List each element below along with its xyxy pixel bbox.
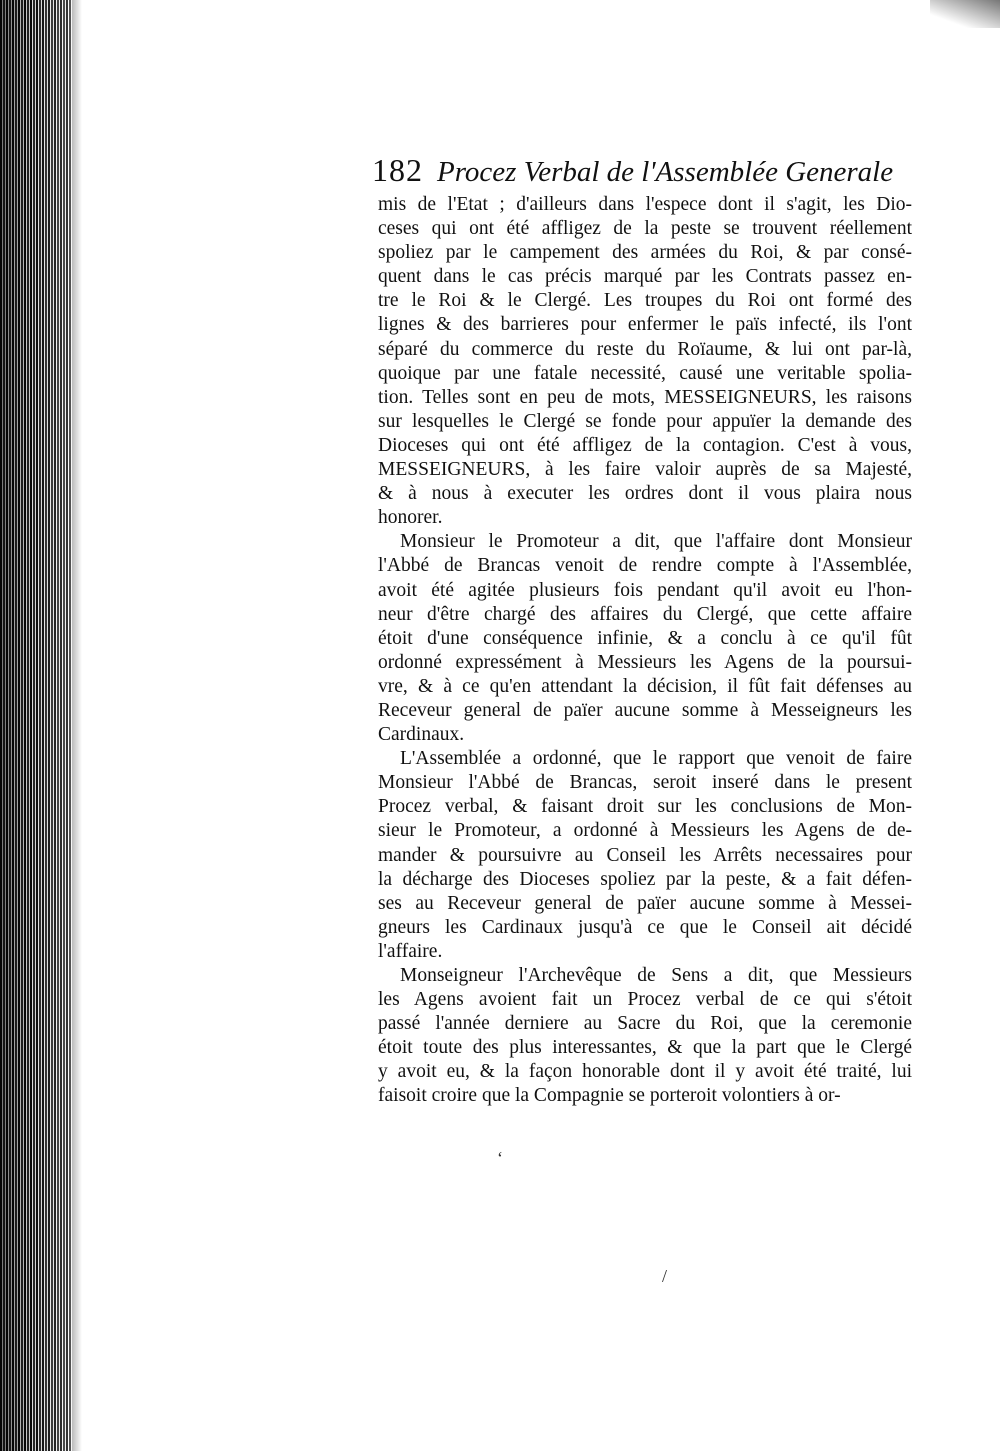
text-line: tion. Telles sont en peu de mots, MESSEIGNEURS, les raisons bbox=[378, 386, 912, 408]
paragraph bbox=[378, 747, 912, 964]
text-line: Monseigneur l'Archevêque de Sens a dit, que Messieurs bbox=[400, 965, 912, 986]
paragraph bbox=[378, 530, 912, 747]
text-line: ses au Receveur general de païer aucune somme à Messei- bbox=[378, 892, 912, 914]
text-line: étoit toute des plus interessantes, & que la part que le Clergé bbox=[378, 1037, 912, 1059]
text-line: faisoit croire que la Compagnie se porteroit volontiers à or- bbox=[378, 1085, 841, 1107]
text-line: MESSEIGNEURS, à les faire valoir auprès de sa Majesté, bbox=[378, 459, 912, 481]
text-line: l'affaire. bbox=[378, 940, 443, 962]
text-line: lignes & des barrieres pour enfermer le païs infecté, ils l'ont bbox=[378, 314, 912, 336]
text-line: quent dans le cas précis marqué par les Contrats passez en- bbox=[378, 266, 912, 288]
text-line: Cardinaux. bbox=[378, 724, 465, 746]
text-line: étoit d'une conséquence infinie, & a conclu à ce qu'il fût bbox=[378, 627, 912, 649]
text-line: la décharge des Dioceses spoliez par la peste, & a fait défen- bbox=[378, 868, 912, 890]
page-gutter bbox=[72, 0, 82, 1451]
text-line: L'Assemblée a ordonné, que le rapport que venoit de faire bbox=[400, 748, 912, 770]
text-line: & à nous à executer les ordres dont il vous plaira nous bbox=[378, 483, 912, 505]
text-line: mander & poursuivre au Conseil les Arrêts necessaires pour bbox=[378, 844, 912, 866]
text-line: passé l'année derniere au Sacre du Roi, que la ceremonie bbox=[378, 1013, 912, 1035]
text-line: sieur le Promoteur, a ordonné à Messieurs les Agens de de- bbox=[378, 820, 912, 842]
text-line: Monsieur l'Abbé de Brancas, seroit inseré dans le present bbox=[378, 772, 912, 794]
ink-speck: / bbox=[662, 1266, 668, 1286]
paragraph bbox=[378, 193, 912, 530]
text-line: quoique par une fatale necessité, causé une veritable spolia- bbox=[378, 362, 912, 384]
body-text bbox=[378, 193, 912, 1109]
page-header bbox=[372, 152, 912, 196]
text-line: vre, & à ce qu'en attendant la décision, il fût fait défenses au bbox=[378, 675, 912, 697]
text-line: neur d'être chargé des affaires du Clergé, que cette affaire bbox=[378, 603, 912, 625]
text-line: Monsieur le Promoteur a dit, que l'affaire dont Monsieur bbox=[400, 531, 912, 553]
text-line: tre le Roi & le Clergé. Les troupes du Roi ont formé des bbox=[378, 290, 912, 312]
text-line: gneurs les Cardinaux jusqu'à ce que le Conseil ait décidé bbox=[378, 916, 912, 938]
text-line: Dioceses qui ont été affligez de la contagion. C'est à vous, bbox=[378, 434, 912, 456]
text-line: spoliez par le campement des armées du Roi, & par consé- bbox=[378, 242, 912, 264]
page-corner-shadow bbox=[930, 0, 1000, 28]
ink-speck: ‘ bbox=[497, 1148, 503, 1168]
text-line: y avoit eu, & la façon honorable dont il y avoit été traité, lui bbox=[378, 1061, 912, 1083]
page-number: 182 bbox=[372, 152, 423, 188]
paragraph bbox=[378, 964, 912, 1109]
text-line: Receveur general de païer aucune somme à Messeigneurs les bbox=[378, 699, 912, 721]
book-page-edge bbox=[0, 0, 72, 1451]
text-line: l'Abbé de Brancas venoit de rendre compte à l'Assemblée, bbox=[378, 555, 912, 577]
text-line: avoit été agitée plusieurs fois pendant qu'il avoit eu l'hon- bbox=[378, 579, 912, 601]
text-line: honorer. bbox=[378, 507, 443, 529]
text-line: mis de l'Etat ; d'ailleurs dans l'espece dont il s'agit, les Dio- bbox=[378, 194, 912, 215]
text-line: ceses qui ont été affligez de la peste se trouvent réellement bbox=[378, 218, 912, 240]
text-line: sur lesquelles le Clergé se fonde pour appuïer la demande des bbox=[378, 410, 912, 432]
running-title: Procez Verbal de l'Assemblée Generale bbox=[437, 156, 894, 188]
text-line: les Agens avoient fait un Procez verbal de ce qui s'étoit bbox=[378, 989, 912, 1011]
text-line: Procez verbal, & faisant droit sur les conclusions de Mon- bbox=[378, 796, 912, 818]
text-line: séparé du commerce du reste du Roïaume, & lui ont par-là, bbox=[378, 338, 912, 360]
text-line: ordonné expressément à Messieurs les Agens de la poursui- bbox=[378, 651, 912, 673]
